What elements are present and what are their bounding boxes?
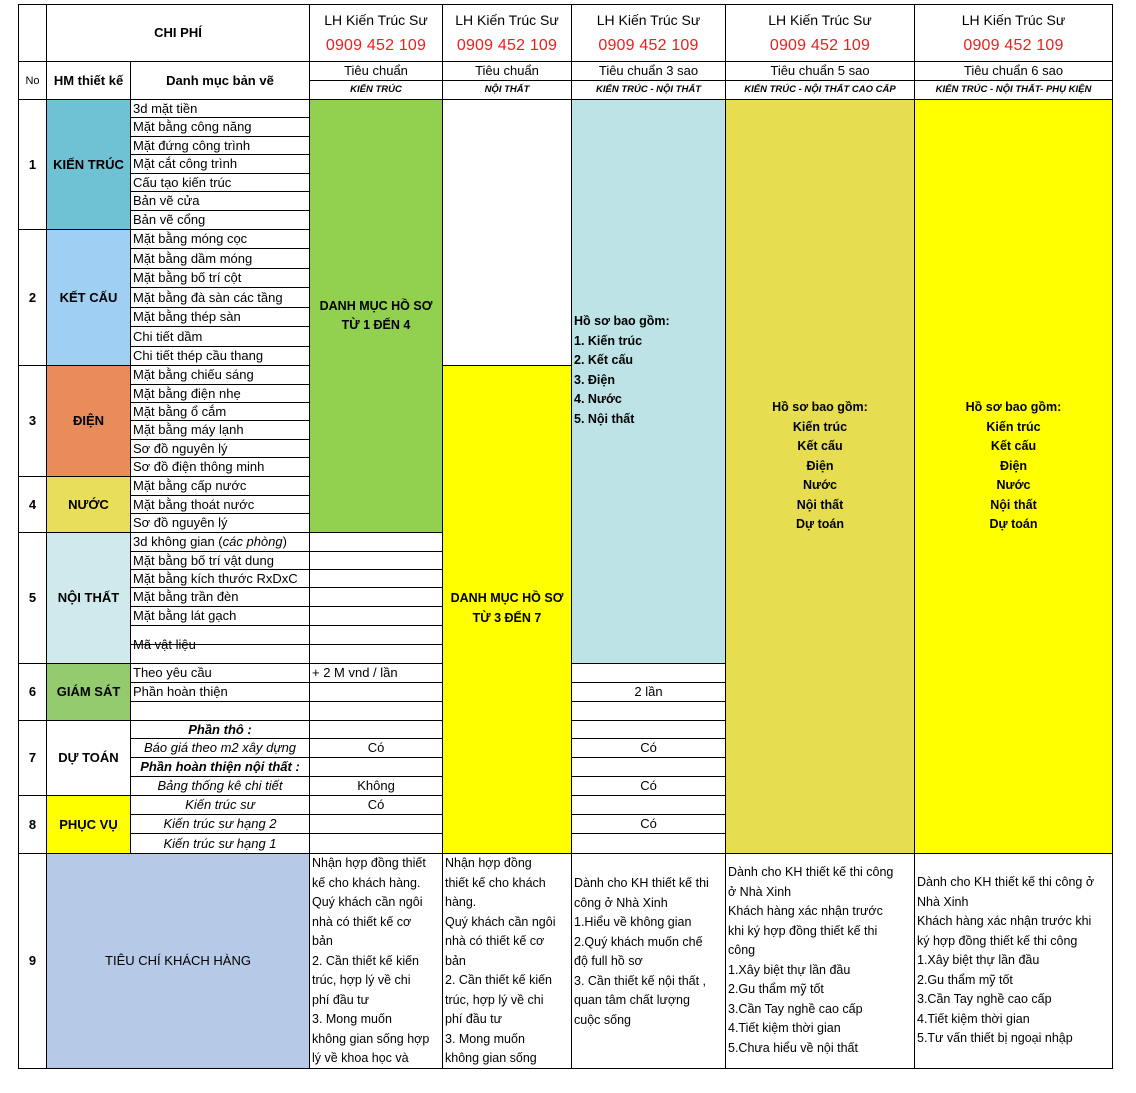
criteria-kien-truc-line: 2. Cần thiết kế kiến xyxy=(312,953,420,968)
lh-contact-cell xyxy=(725,4,915,62)
drawing-item-text: Sơ đồ nguyên lý xyxy=(133,515,228,530)
section-name xyxy=(46,720,131,796)
col-no-label: No xyxy=(25,74,40,87)
kien-truc-cell xyxy=(309,833,443,854)
drawing-item-text: 3d không gian ( xyxy=(133,534,223,549)
package-scope xyxy=(571,80,726,100)
section-number xyxy=(18,532,47,664)
drawing-item-text: Mặt bằng chiếu sáng xyxy=(133,367,254,382)
five-star-line: Dự toán xyxy=(796,517,844,531)
drawing-item-text: Mặt bằng đà sàn các tầng xyxy=(133,289,283,305)
criteria-three-star-line: 3. Cần thiết kế nội thất , xyxy=(574,973,707,988)
criteria-six-star-line: Nhà Xinh xyxy=(917,894,969,909)
three-star-cell xyxy=(571,738,726,758)
section-number-label: 9 xyxy=(28,953,37,968)
kien-truc-cell xyxy=(309,701,443,721)
drawing-item-text: Mặt bằng máy lạnh xyxy=(133,422,244,437)
du-toan-ht-item xyxy=(130,776,310,796)
drawing-item-text: Bản vẽ cửa xyxy=(133,193,200,208)
lh-contact-cell xyxy=(571,4,726,62)
five-star-line: Nội thất xyxy=(796,497,844,512)
criteria-three-star-line: công ở Nhà Xinh xyxy=(574,895,668,910)
col-danh-muc-header xyxy=(130,61,310,100)
col-no-header xyxy=(18,61,47,100)
package-tier xyxy=(571,61,726,81)
drawing-item-text: Mặt bằng móng cọc xyxy=(133,231,248,246)
drawing-item-close: ) xyxy=(282,534,287,549)
giam-sat-blank xyxy=(130,701,310,721)
criteria-five-star-line: ở Nhà Xinh xyxy=(728,884,792,899)
criteria-three-star-line: độ full hồ sơ xyxy=(574,954,643,968)
kien-truc-cell xyxy=(309,738,443,758)
drawing-item-text: 3d mặt tiền xyxy=(133,100,198,116)
criteria-three-star-line: quan tâm chất lượng xyxy=(574,993,690,1007)
drawing-item-text: Mặt bằng dầm móng xyxy=(133,250,253,266)
criteria-noi-that-line: thiết kế cho khách xyxy=(445,875,546,890)
drawing-item xyxy=(130,384,310,403)
drawing-item xyxy=(130,210,310,230)
phone-number: 0909 452 109 xyxy=(325,37,427,54)
three-star-cell xyxy=(571,757,726,777)
criteria-kien-truc xyxy=(309,853,443,1069)
criteria-five-star-line: Dành cho KH thiết kế thi công xyxy=(728,865,894,879)
lh-label: LH Kiến Trúc Sư xyxy=(961,12,1066,28)
criteria-kien-truc-line: Nhận hợp đồng thiết xyxy=(312,856,426,870)
three-star-cell xyxy=(571,701,726,721)
drawing-item-text: Chi tiết thép cầu thang xyxy=(133,348,264,363)
drawing-item xyxy=(130,268,310,288)
section-name-label: GIÁM SÁT xyxy=(56,684,121,699)
criteria-six-star-line: 2.Gu thẩm mỹ tốt xyxy=(917,972,1013,987)
criteria-noi-that-line: 2. Cần thiết kế kiến xyxy=(445,973,553,987)
six-star-line: Nước xyxy=(996,478,1031,492)
drawing-item-text: Bản vẽ cổng xyxy=(133,212,206,227)
drawing-item xyxy=(130,326,310,347)
kt-tho: Có xyxy=(367,740,385,755)
criteria-five-star-line: 1.Xây biệt thự lần đầu xyxy=(728,962,851,977)
criteria-six-star-line: 3.Cần Tay nghề cao cấp xyxy=(917,992,1052,1006)
du-toan-ht-item-text: Bảng thống kê chi tiết xyxy=(157,778,283,793)
section-number xyxy=(18,365,47,477)
section-name xyxy=(46,99,131,230)
ts-ht: Có xyxy=(640,778,657,793)
drawing-item-text: Cấu tạo kiến trúc xyxy=(133,174,232,190)
criteria-six-star-line: 1.Xây biệt thự lần đầu xyxy=(917,953,1040,967)
three-star-cell xyxy=(571,720,726,739)
section-number xyxy=(18,229,47,366)
drawing-item xyxy=(130,402,310,421)
package-tier-label: Tiêu chuẩn xyxy=(475,63,539,78)
section-name-label: KIẾN TRÚC xyxy=(53,156,124,172)
section-number-label: 7 xyxy=(28,750,37,765)
drawing-item xyxy=(130,191,310,211)
giam-sat-hoan-thien xyxy=(130,682,310,702)
package-scope-label: KIẾN TRÚC xyxy=(350,84,402,95)
drawing-item-text: Mặt bằng trần đèn xyxy=(133,589,239,604)
criteria-kien-truc-line: 3. Mong muốn xyxy=(312,1012,392,1026)
phuc-vu-kts-1-text: Kiến trúc sư hạng 1 xyxy=(163,835,277,851)
drawing-item-text: Chi tiết dầm xyxy=(133,328,203,344)
kt-price: + 2 M vnd / lần xyxy=(312,665,398,680)
header-blank-top xyxy=(18,4,47,62)
package-tier xyxy=(442,61,572,81)
drawing-item-text: Mặt bằng kích thước RxDxC xyxy=(133,570,298,586)
ts-tho: Có xyxy=(640,740,657,755)
criteria-noi-that-line: 3. Mong muốn xyxy=(445,1031,525,1046)
criteria-six-star-line: ký hợp đồng thiết kế thi công xyxy=(917,933,1078,948)
six-star-line: Dự toán xyxy=(989,517,1038,531)
six-star-block xyxy=(914,99,1113,854)
criteria-noi-that-line: bản xyxy=(445,953,466,968)
package-scope xyxy=(914,80,1113,100)
kien-truc-cell xyxy=(309,814,443,834)
package-scope xyxy=(309,80,443,100)
drawing-item-text: Mặt cắt công trình xyxy=(133,156,238,171)
kt-ht: Không xyxy=(357,778,395,793)
criteria-kien-truc-line: lý về khoa học và xyxy=(312,1051,409,1065)
kien-truc-cell xyxy=(309,776,443,796)
giam-sat-hoan-thien-text: Phần hoàn thiện xyxy=(133,684,228,699)
teal-block-line: 4. Nước xyxy=(574,392,622,406)
drawing-item-text: Mặt bằng cấp nước xyxy=(133,478,247,493)
teal-block-line: Hồ sơ bao gồm: xyxy=(574,314,670,328)
drawing-item xyxy=(130,99,310,118)
criteria-six-star-line: 5.Tư vấn thiết bị ngoại nhập xyxy=(917,1031,1073,1045)
drawing-item-text: Mặt bằng lát gạch xyxy=(133,608,237,623)
package-tier-label: Tiêu chuẩn 3 sao xyxy=(598,63,699,78)
package-scope-label: KIẾN TRÚC - NỘI THẤT CAO CẤP xyxy=(744,84,896,95)
du-toan-ht-label xyxy=(130,757,310,777)
kien-truc-cell xyxy=(309,720,443,739)
criteria-five-star-line: Khách hàng xác nhận trước xyxy=(728,904,883,918)
drawing-item-text: Mặt đứng công trình xyxy=(133,137,251,153)
package-tier-label: Tiêu chuẩn xyxy=(344,63,408,78)
drawing-item xyxy=(130,457,310,477)
phone-number: 0909 452 109 xyxy=(769,37,871,54)
section-number xyxy=(18,853,47,1069)
drawing-item xyxy=(130,587,310,607)
du-toan-tho-item xyxy=(130,738,310,758)
phone-number: 0909 452 109 xyxy=(963,37,1064,54)
lh-label: LH Kiến Trúc Sư xyxy=(768,12,872,28)
section-name-label: NỘI THẤT xyxy=(57,590,120,605)
kien-truc-cell xyxy=(309,682,443,702)
package-tier-label: Tiêu chuẩn 6 sao xyxy=(963,63,1064,78)
criteria-six-star-line: Dành cho KH thiết kế thi công ở xyxy=(917,875,1095,889)
drawing-item-text: Mặt bằng thép sàn xyxy=(133,309,241,324)
criteria-five-star-line: khi ký hợp đồng thiết kế thi xyxy=(728,923,878,938)
section-name xyxy=(46,476,131,533)
five-star-line: Kết cấu xyxy=(797,439,843,453)
drawing-item xyxy=(130,606,310,626)
criteria-six-star-line: 4.Tiết kiệm thời gian xyxy=(917,1011,1030,1026)
package-scope xyxy=(442,80,572,100)
kien-truc-cell xyxy=(309,551,443,570)
package-scope xyxy=(725,80,915,100)
criteria-three-star xyxy=(571,853,726,1069)
drawing-item-text: Mặt bằng thoát nước xyxy=(133,496,255,512)
package-tier xyxy=(725,61,915,81)
criteria-five-star-line: 4.Tiết kiệm thời gian xyxy=(728,1021,841,1035)
tieu-chi-label: TIÊU CHÍ KHÁCH HÀNG xyxy=(105,953,251,968)
criteria-six-star-line: Khách hàng xác nhận trước khi xyxy=(917,914,1092,928)
kien-truc-cell xyxy=(309,587,443,607)
three-star-cell xyxy=(571,682,726,702)
phone-number: 0909 452 109 xyxy=(456,37,558,54)
drawing-item xyxy=(130,365,310,385)
criteria-noi-that-line: nhà có thiết kế cơ xyxy=(445,934,545,948)
drawing-item-text: Sơ đồ điện thông minh xyxy=(133,459,265,474)
criteria-three-star-line: cuộc sống xyxy=(574,1012,631,1027)
criteria-three-star-line: 2.Quý khách muốn chế xyxy=(574,934,703,949)
drawing-item-text: Sơ đồ nguyên lý xyxy=(133,440,228,456)
three-star-cell xyxy=(571,795,726,815)
kien-truc-cell xyxy=(309,569,443,588)
criteria-kien-truc-line: bản xyxy=(312,934,333,948)
drawing-item xyxy=(130,551,310,570)
criteria-six-star xyxy=(914,853,1113,1069)
green-block-line: TỪ 1 ĐẾN 4 xyxy=(341,318,411,332)
ts-kts2: Có xyxy=(640,816,657,831)
drawing-item xyxy=(130,229,310,249)
section-number xyxy=(18,795,47,854)
section-name-label: ĐIỆN xyxy=(72,413,105,428)
phuc-vu-kts-2 xyxy=(130,814,310,834)
six-star-line: Kết cấu xyxy=(990,439,1037,453)
drawing-item-text: Mặt bằng bố trí vật dung xyxy=(133,552,274,568)
chi-phi-label: CHI PHÍ xyxy=(154,25,202,40)
drawing-item xyxy=(130,173,310,192)
five-star-line: Nước xyxy=(803,478,837,492)
drawing-item xyxy=(130,346,310,366)
criteria-noi-that-line: Nhận hợp đồng xyxy=(445,856,532,870)
section-number-label: 8 xyxy=(28,816,37,832)
criteria-kien-truc-line: phí đầu tư xyxy=(312,992,370,1007)
drawing-item xyxy=(130,154,310,174)
teal-block-line: 2. Kết cấu xyxy=(574,353,634,367)
section-number xyxy=(18,663,47,721)
drawing-item xyxy=(130,513,310,533)
phone-number: 0909 452 109 xyxy=(598,37,699,54)
package-scope-label: NỘI THẤT xyxy=(484,84,530,95)
criteria-five-star-line: công xyxy=(728,943,756,957)
kien-truc-cell xyxy=(309,606,443,626)
ts-hoan-thien: 2 lần xyxy=(634,684,663,699)
package-tier xyxy=(309,61,443,81)
criteria-five-star-line: 2.Gu thẩm mỹ tốt xyxy=(728,982,824,996)
section-name xyxy=(46,365,131,477)
section-number xyxy=(18,476,47,533)
lh-contact-cell xyxy=(914,4,1113,62)
drawing-item-suffix: các phòng xyxy=(222,534,283,549)
drawing-item-blank xyxy=(130,644,310,664)
section-name-label: DỰ TOÁN xyxy=(58,750,119,765)
kien-truc-cell xyxy=(309,757,443,777)
chi-phi-header xyxy=(46,4,310,62)
du-toan-tho-label xyxy=(130,720,310,739)
section-name xyxy=(46,795,131,854)
drawing-item xyxy=(130,532,310,552)
drawing-item xyxy=(130,117,310,137)
criteria-three-star-line: 1.Hiểu về không gian xyxy=(574,915,692,929)
criteria-noi-that-line: hàng. xyxy=(445,895,477,909)
drawing-item xyxy=(130,439,310,458)
criteria-five-star-line: 3.Cần Tay nghề cao cấp xyxy=(728,1001,863,1016)
drawing-item-text: Mặt bằng công năng xyxy=(133,119,252,134)
section-name-label: NƯỚC xyxy=(68,496,109,512)
drawing-item xyxy=(130,136,310,155)
phuc-vu-kts-1 xyxy=(130,833,310,854)
section-number-label: 6 xyxy=(28,684,37,699)
tieu-chi-header xyxy=(46,853,310,1069)
drawing-item xyxy=(130,569,310,588)
lh-label: LH Kiến Trúc Sư xyxy=(455,12,559,28)
yellow-block-line: DANH MỤC HỒ SƠ xyxy=(450,591,564,605)
three-star-cell xyxy=(571,833,726,854)
criteria-noi-that-line: trúc, hợp lý về chi xyxy=(445,992,544,1007)
giam-sat-theo-yeu-cau xyxy=(130,663,310,683)
kien-truc-cell xyxy=(309,795,443,815)
criteria-three-star-line: Dành cho KH thiết kế thi xyxy=(574,876,709,890)
phuc-vu-kts xyxy=(130,795,310,815)
lh-label: LH Kiến Trúc Sư xyxy=(324,12,428,28)
criteria-five-star-line: 5.Chưa hiểu về nội thất xyxy=(728,1040,858,1055)
criteria-noi-that-line: không gian sống xyxy=(445,1051,537,1065)
drawing-item-text: Mặt bằng bố trí cột xyxy=(133,270,242,285)
five-star-line: Kiến trúc xyxy=(792,419,848,434)
teal-block xyxy=(571,99,726,664)
criteria-noi-that-line: phí đầu tư xyxy=(445,1012,503,1026)
drawing-item-text: Mặt bằng điện nhẹ xyxy=(133,385,241,401)
six-star-line: Điện xyxy=(999,458,1028,473)
six-star-line: Nội thất xyxy=(990,497,1037,512)
lh-contact-cell xyxy=(442,4,572,62)
col-hm-label: HM thiết kế xyxy=(53,72,124,88)
six-star-line: Hồ sơ bao gồm: xyxy=(965,400,1062,414)
drawing-item xyxy=(130,420,310,440)
three-star-cell xyxy=(571,663,726,683)
section-number-label: 3 xyxy=(28,413,37,428)
section-number-label: 2 xyxy=(28,289,37,305)
drawing-item xyxy=(130,307,310,327)
green-block xyxy=(309,99,443,533)
five-star-line: Điện xyxy=(806,458,834,473)
five-star-line: Hồ sơ bao gồm: xyxy=(772,400,868,414)
section-name-label: PHỤC VỤ xyxy=(59,816,118,832)
yellow-block-line: TỪ 3 ĐẾN 7 xyxy=(472,610,542,625)
teal-block-line: 5. Nội thất xyxy=(574,411,635,426)
criteria-kien-truc-line: không gian sống hợp xyxy=(312,1031,430,1046)
criteria-kien-truc-line: nhà có thiết kế cơ xyxy=(312,914,412,929)
teal-block-line: 3. Điện xyxy=(574,372,615,387)
criteria-kien-truc-line: Quý khách cần ngôi xyxy=(312,895,423,909)
kien-truc-cell xyxy=(309,532,443,552)
kt-kts: Có xyxy=(367,797,385,812)
green-block-line: DANH MỤC HỒ SƠ xyxy=(319,298,433,313)
phuc-vu-kts-text: Kiến trúc sư xyxy=(185,797,255,812)
package-tier-label: Tiêu chuẩn 5 sao xyxy=(770,63,870,78)
section-name-label: KẾT CẤU xyxy=(59,289,118,305)
lh-contact-cell xyxy=(309,4,443,62)
col-danh-muc-label: Danh mục bản vẽ xyxy=(166,72,274,88)
package-scope-label: KIẾN TRÚC - NỘI THẤT- PHỤ KIỆN xyxy=(935,84,1092,95)
section-number-label: 5 xyxy=(28,590,37,605)
package-scope-label: KIẾN TRÚC - NỘI THẤT xyxy=(595,84,702,95)
kien-truc-cell xyxy=(309,625,443,645)
three-star-cell xyxy=(571,776,726,796)
three-star-cell xyxy=(571,814,726,834)
phuc-vu-kts-2-text: Kiến trúc sư hạng 2 xyxy=(163,816,277,831)
col-hm-header xyxy=(46,61,131,100)
section-number-label: 1 xyxy=(28,156,37,172)
yellow-block xyxy=(442,365,572,854)
five-star-block xyxy=(725,99,915,854)
drawing-item xyxy=(130,495,310,514)
package-tier xyxy=(914,61,1113,81)
criteria-five-star xyxy=(725,853,915,1069)
criteria-noi-that-line: Quý khách cần ngôi xyxy=(445,914,556,929)
drawing-item xyxy=(130,287,310,308)
noi-that-blank xyxy=(442,99,572,366)
section-name xyxy=(46,663,131,721)
lh-label: LH Kiến Trúc Sư xyxy=(596,12,701,28)
six-star-line: Kiến trúc xyxy=(986,419,1041,434)
drawing-item-text: Mặt bằng ổ cắm xyxy=(133,403,227,419)
giam-sat-theo-yeu-cau-text: Theo yêu cầu xyxy=(133,665,212,680)
criteria-kien-truc-line: trúc, hợp lý về chi xyxy=(312,973,411,987)
du-toan-ht-label-text: Phần hoàn thiện nội thất : xyxy=(140,759,300,774)
drawing-item xyxy=(130,248,310,269)
kien-truc-cell xyxy=(309,644,443,664)
drawing-item xyxy=(130,476,310,496)
teal-block-line: 1. Kiến trúc xyxy=(574,333,643,348)
section-number xyxy=(18,99,47,230)
du-toan-tho-item-text: Báo giá theo m2 xây dựng xyxy=(143,740,297,755)
drawing-item-text: Mã vật liệu xyxy=(133,636,196,652)
section-name xyxy=(46,532,131,664)
criteria-noi-that xyxy=(442,853,572,1069)
section-name xyxy=(46,229,131,366)
du-toan-tho-label-text: Phần thô : xyxy=(188,721,252,737)
section-number-label: 4 xyxy=(28,496,37,512)
criteria-kien-truc-line: kế cho khách hàng. xyxy=(312,875,421,890)
kien-truc-cell xyxy=(309,663,443,683)
section-number xyxy=(18,720,47,796)
